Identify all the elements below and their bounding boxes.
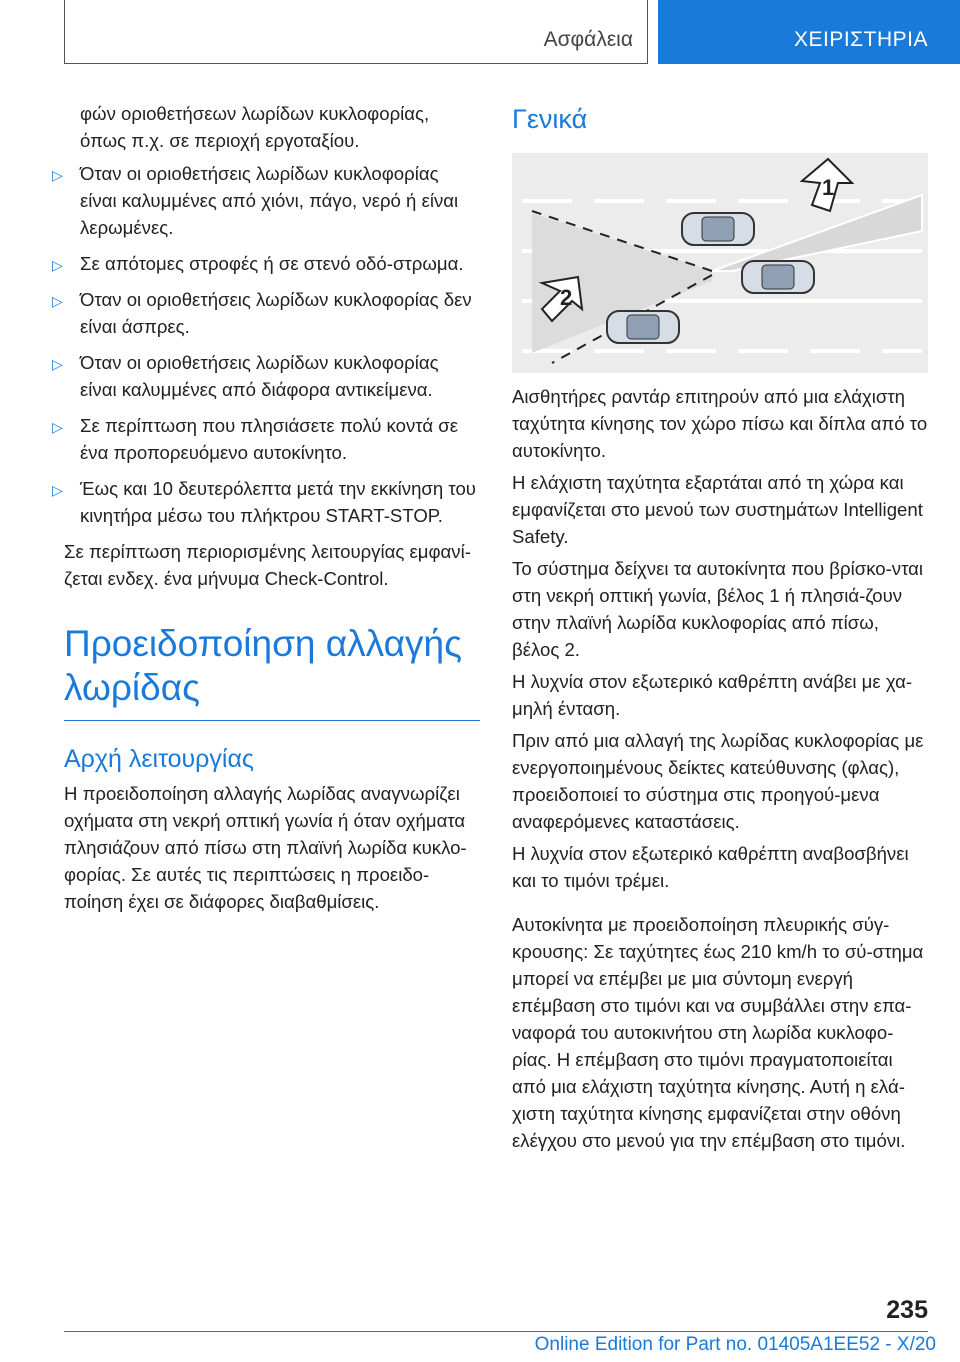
- paragraph-turn-signal: Πριν από μια αλλαγή της λωρίδας κυκλοφορίας με ενεργοποιημένους δείκτες κατεύθυνσης (φλας), προειδοποιεί το σύστημα στις προηγού-μενα αναφερόμενες καταστάσεις.: [512, 730, 924, 832]
- paragraph-mirror-flash: Η λυχνία στον εξωτερικό καθρέπτη αναβοσβήνει και το τιμόνι τρέμει.: [512, 843, 909, 891]
- principle-text: Η προειδοποίηση αλλαγής λωρίδας αναγνωρίζει οχήματα στη νεκρή οπτική γωνία ή όταν οχήματα πλησιάζουν από πίσω στη πλαϊνή λωρίδα κυκλο-φορίας. Σε αυτές τις περιπτώσεις η προειδο-ποίηση έχει σε διάφορες διαβαθμίσεις.: [64, 783, 467, 912]
- header-section-label: Ασφάλεια: [543, 28, 633, 51]
- svg-text:1: 1: [822, 175, 835, 200]
- page-number: 235: [886, 1296, 928, 1324]
- list-item: ▷ Όταν οι οριοθετήσεις λωρίδων κυκλοφορίας δεν είναι άσπρες.: [52, 289, 472, 337]
- section-title: Προειδοποίηση αλλαγής λωρίδας: [64, 622, 480, 721]
- general-title: Γενικά: [512, 104, 588, 134]
- triangle-bullet-icon: ▷: [52, 419, 63, 435]
- triangle-bullet-icon: ▷: [52, 257, 63, 273]
- car-ego: [742, 261, 814, 293]
- lane-change-figure: [512, 153, 928, 373]
- footer-edition: Online Edition for Part no. 01405A1EE52 - X/20: [534, 1334, 936, 1355]
- list-item: ▷ Όταν οι οριοθετήσεις λωρίδων κυκλοφορίας είναι καλυμμένες από χιόνι, πάγο, νερό ή είναι λερωμένες.: [52, 163, 459, 238]
- paragraph-min-speed: Η ελάχιστη ταχύτητα εξαρτάται από τη χώρα και εμφανίζεται στο μενού των συστημάτων Intelligent Safety.: [512, 472, 923, 547]
- list-item: ▷ Έως και 10 δευτερόλεπτα μετά την εκκίνηση του κινητήρα μέσω του πλήκτρου START-STOP.: [52, 478, 476, 526]
- intro-text: φών οριοθετήσεων λωρίδων κυκλοφορίας, όπως π.χ. σε περιοχή εργοταξίου.: [80, 103, 430, 151]
- subsection-title: Αρχή λειτουργίας: [64, 745, 254, 773]
- limited-function-note: Σε περίπτωση περιορισμένης λειτουργίας εμφανί-ζεται ενδεχ. ένα μήνυμα Check-Control.: [64, 541, 471, 589]
- triangle-bullet-icon: ▷: [52, 293, 63, 309]
- header-section-tab: [64, 0, 648, 64]
- paragraph-display: Το σύστημα δείχνει τα αυτοκίνητα που βρίσκο-νται στη νεκρή οπτική γωνία, βέλος 1 ή πλησιά-ζουν στην πλαϊνή λωρίδα κυκλοφορίας από πίσω, βέλος 2.: [512, 558, 924, 660]
- triangle-bullet-icon: ▷: [52, 167, 63, 183]
- svg-text:2: 2: [560, 285, 573, 310]
- paragraph-mirror-light: Η λυχνία στον εξωτερικό καθρέπτη ανάβει με χα-μηλή ένταση.: [512, 671, 913, 719]
- car-front: [682, 213, 754, 245]
- car-rear: [607, 311, 679, 343]
- limitation-list: [52, 160, 480, 529]
- triangle-bullet-icon: ▷: [52, 356, 63, 372]
- list-item: ▷ Σε απότομες στροφές ή σε στενό οδό-στρωμα.: [64, 250, 480, 277]
- header-chapter-label: ΧΕΙΡΙΣΤΗΡΙΑ: [793, 28, 928, 51]
- list-item: ▷ Σε περίπτωση που πλησιάσετε πολύ κοντά σε ένα προπορευόμενο αυτοκίνητο.: [52, 415, 459, 463]
- paragraph-steering: Αυτοκίνητα με προειδοποίηση πλευρικής σύγ-κρουσης: Σε ταχύτητες έως 210 km/h το σύ-στημα μπορεί να επέμβει με μια σύντομη ενεργή επέμβαση στο τιμόνι και να συμβάλλει στην επα-ναφορά του αυτοκινήτου στη λωρίδα κυκλοφο-ρίας. Η επέμβαση στο τιμόνι πραγματοποιείται από μια ελάχιστη ταχύτητα κίνησης. Αυτή η ελά-χιστη ταχύτητα κίνησης εμφανίζεται στην οθόνη ελέγχου στο μενού για την επέμβαση στο τιμόνι.: [512, 914, 924, 1151]
- list-item: ▷ Όταν οι οριοθετήσεις λωρίδων κυκλοφορίας είναι καλυμμένες από διάφορα αντικείμενα.: [52, 352, 439, 400]
- paragraph-radar: Αισθητήρες ραντάρ επιτηρούν από μια ελάχιστη ταχύτητα κίνησης τον χώρο πίσω και δίπλα από το αυτοκίνητο.: [512, 386, 928, 461]
- header-chapter-tab: [658, 0, 960, 64]
- lane-diagram: [512, 153, 928, 373]
- footer-divider: [64, 1331, 928, 1332]
- right-column: [512, 100, 928, 1159]
- triangle-bullet-icon: ▷: [52, 482, 63, 498]
- left-column: [52, 100, 480, 920]
